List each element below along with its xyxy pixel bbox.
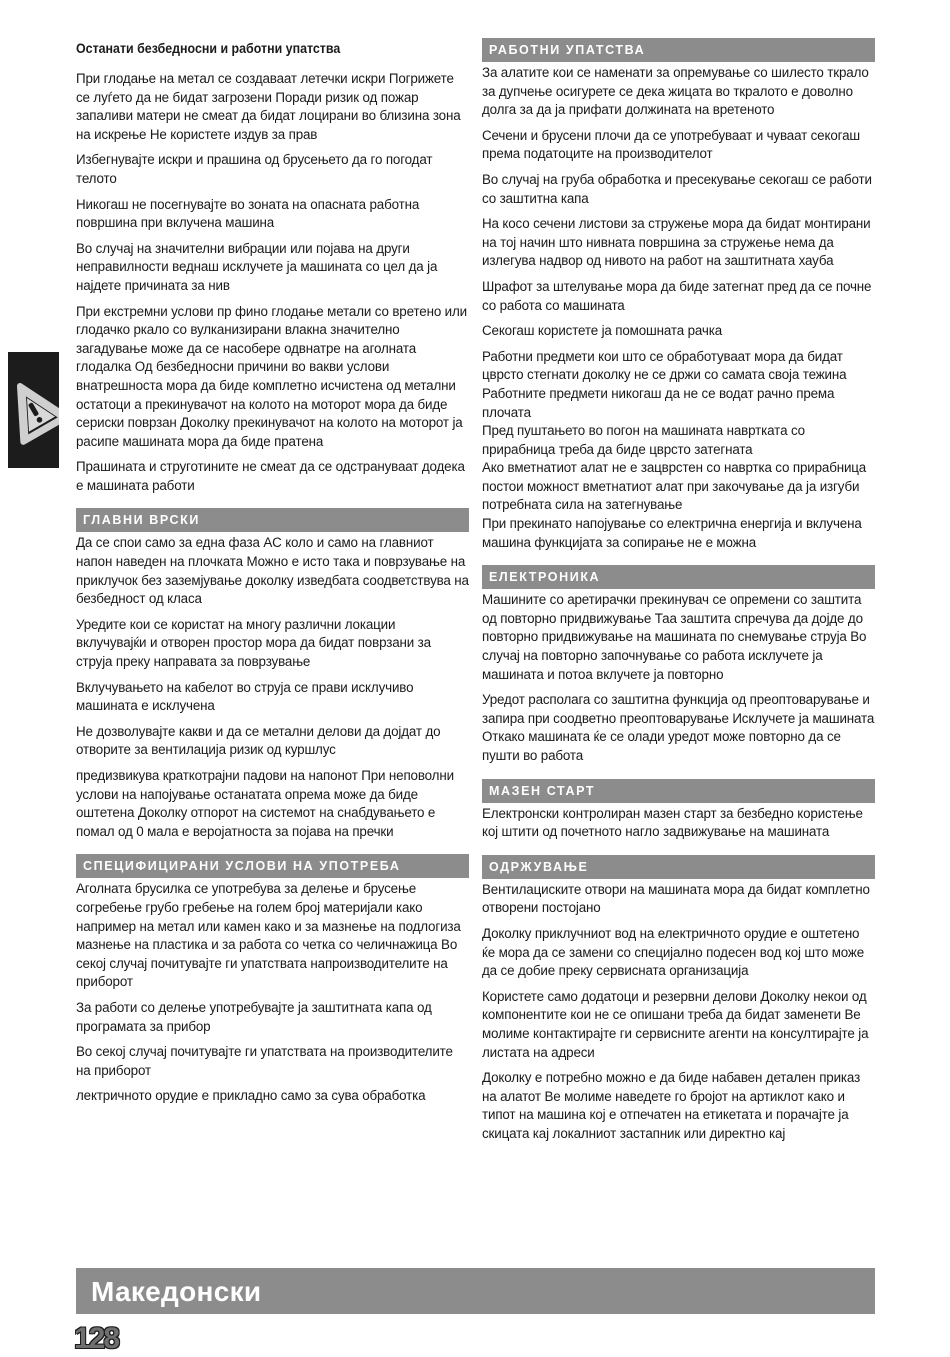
specified-conditions-paragraph: Во секој случај почитувајте ги упатствата на производителите на приборот xyxy=(76,1044,453,1078)
intro-paragraph: Никогаш не посегнувајте во зоната на опасната работна површина при вклучена машина xyxy=(76,196,420,231)
intro-paragraph: При глодање на метал се создаваат летечки искри Погрижете се луѓето да не бидат загрозени Поради ризик од пожар запаливи матери не смеат да бидат лоцирани во близина зона на искрење Не користете издув за прав xyxy=(76,71,461,142)
intro-paragraph: При екстремни услови пр фино глодање метали со вретено или глодачко ркало со вулканизирани влакна значително загадување може да се насобере одвнатре на аголната глодалка Од безбедносни причини во вакви услови внатрешноста мора да биде комплетно исчистена од метални остатоци а прекинувачот на колото на моторот мора да биде сериски поврзан Доколку прекинувачот на колото на моторот ја расипе машината мора да биде пратена xyxy=(76,303,468,449)
specified-conditions-paragraph: За работи со делење употребувајте ја заштитната капа од програмата за прибор xyxy=(76,999,432,1034)
section-heading-electronics: ЕЛЕКТРОНИКА xyxy=(482,565,875,589)
maintenance-paragraph: Користете само додатоци и резервни делови Доколку некои од компонентите кои не се опишани треба да бидат заменети Ве молиме контактирајте ги сервисните агенти на консултирајте ја листата на адреси xyxy=(482,988,869,1060)
work-instructions-paragraph: Шрафот за штелување мора да биде затегнат пред да се почне со работа со машината xyxy=(482,278,872,313)
work-instructions-paragraph: Во случај на груба обработка и пресекување секогаш се работи со заштитна капа xyxy=(482,171,872,206)
warning-triangle-icon xyxy=(8,352,59,468)
maintenance-paragraph: Вентилациските отвори на машината мора да бидат комплетно отворени постојано xyxy=(482,881,870,916)
work-instructions-paragraph: Пред пуштањето во погон на машината наврткатa со прирабница треба да биде цврсто затегната xyxy=(482,423,805,457)
specified-conditions-paragraph: Аголната брусилка се употребува за делење и брусење согребење грубо гребење на голем број материјали како например на метал или камен како и за мазнење на подлогиза мазнење на пластика и за работа со четка со челичнажица Во секој случај почитувајте ги упатствата напроизводителите на приборот xyxy=(76,881,461,990)
page-title: Останати безбедносни и работни упатства xyxy=(76,41,341,56)
page-number: 128 xyxy=(74,1322,119,1355)
work-instructions-paragraph: Работни предмети кои што се обработуваат мора да бидат цврсто стегнати доколку не се држи со самата своја тежина Работните предмети никогаш да не се водат рачно према плочата xyxy=(482,348,847,420)
section-heading-specified-conditions: СПЕЦИФИЦИРАНИ УСЛОВИ НА УПОТРЕБА xyxy=(76,854,469,878)
right-column xyxy=(482,38,875,1151)
main-connections-paragraph: Уредите кои се користат на многу различни локации вклучувајќи и отворен простор мора да бидат поврзани за струја преку направата за поврзување xyxy=(76,616,431,670)
work-instructions-paragraph: Секогаш користете ја помошната рачка xyxy=(482,323,722,339)
electronics-paragraph: Уредот располага со заштитна функција од преоптоварување и запира при соодветно преоптоварување Исклучете ја машината Откако машината ќе се олади уредот може повторно да се пушти во работа xyxy=(482,692,875,763)
soft-start-paragraph: Електронски контролиран мазен старт за безбедно користење кој штити од почетното нагло задвижување на машината xyxy=(482,805,863,840)
work-instructions-paragraph: Ако вметнатиот алат не е зацврстен со навртка со прирабница постои можност вметнатиот алат при закочување да ја изгуби потребната сила на затегнување xyxy=(482,460,867,513)
language-label: Македонски xyxy=(91,1276,262,1307)
maintenance-paragraph: Доколку приклучниот вод на електричното орудие е оштетено ќе мора да се замени со специјално подесен вод кој што може да се добие преку сервисната организација xyxy=(482,925,865,979)
maintenance-paragraph: Доколку е потребно можно е да биде набавен детален приказ на алатот Ве молиме наведете го бројот на артиклот како и типот на машина кој е отпечатен на етикетата и порачајте ја скицата кај локалниот застапник или директно кај xyxy=(482,1070,861,1141)
main-connections-paragraph: Вклучувањето на кабелот во струја се прави исклучиво машината е исклучена xyxy=(76,679,414,714)
electronics-paragraph: Машините со аретирачки прекинувач се опремени со заштита од повторно придвижување Таа заштита спречува да дојде до повторно придвижување на машината по снемување струја Во случај на повторно започнување со работа исклучете ја машината и потоа вклучете ја повторно xyxy=(482,592,867,682)
section-heading-maintenance: ОДРЖУВАЊЕ xyxy=(482,855,875,879)
main-connections-paragraph: Не дозволувајте какви и да се метални делови да дојдат до отворите за вентилација ризик од куршлус xyxy=(76,723,441,758)
warning-tab xyxy=(8,352,59,468)
intro-paragraph: Во случај на значителни вибрации или појава на други неправилности веднаш исклучете ја машината со цел да ја најдете причината за нив xyxy=(76,240,438,293)
intro-paragraph: Избегнувајте искри и прашина од брусењето да го погодат телото xyxy=(76,152,433,186)
main-connections-paragraph: предизвикува краткотрајни падови на напонот При неповолни услови на напојување останатата опрема може да биде оштетена Доколку отпорот на системот на снабдувањето е помал од 0 мала е веројатноста за појава на пречки xyxy=(76,768,454,839)
section-heading-main-connections: ГЛАВНИ ВРСКИ xyxy=(76,508,469,532)
section-heading-work-instructions: РАБОТНИ УПАТСТВА xyxy=(482,38,875,62)
section-heading-soft-start: МАЗЕН СТАРТ xyxy=(482,779,875,803)
work-instructions-paragraph: При прекинато напојување со електрична енергија и вклучена машина функцијата за сопирање не е можна xyxy=(482,516,862,550)
left-column xyxy=(76,38,469,1113)
specified-conditions-paragraph: лектричното орудие е прикладно само за сува обработка xyxy=(76,1088,426,1104)
work-instructions-paragraph: За алатите кои се наменати за опремување со шилесто ткрало за дупчење осигурете се дека жицата во ткралото е доволно долга за да ја прифати должината на вретеното xyxy=(482,65,869,118)
work-instructions-paragraph: На косо сечени листови за стружење мора да бидат монтирани на тој начин што нивната површина за стружење нема да излегува надвор од нивото на работ на заштитната хауба xyxy=(482,216,871,269)
work-instructions-paragraph: Сечени и брусени плочи да се употребуваат и чуваат секогаш према податоците на производителот xyxy=(482,127,860,162)
language-footer-bar xyxy=(76,1268,875,1314)
intro-paragraph: Прашината и струготините не смеат да се одстрануваат додека е машината работи xyxy=(76,459,465,493)
main-connections-paragraph: Да се спои само за една фаза AC коло и само на главниот напон наведен на плочката Можно е исто така и поврзување на приклучок без заземјување доколку изведбата соодветствува на безбедност од класа xyxy=(76,535,469,607)
